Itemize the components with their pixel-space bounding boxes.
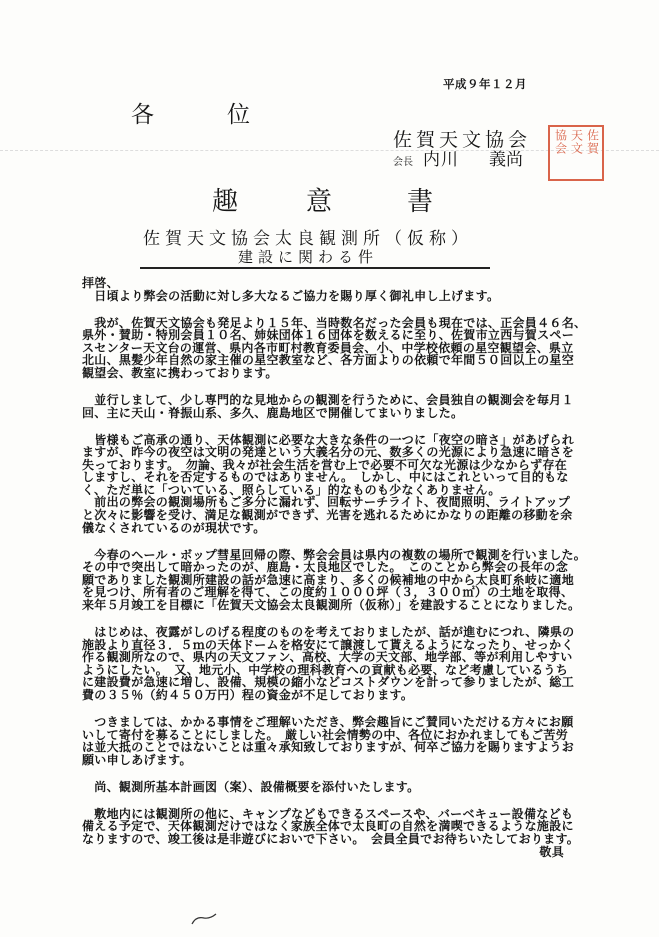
text-line: スセンター天文台の運営、県内各市町村教育委員会、小、中学校依頼の星空観望会、県立: [82, 340, 574, 355]
paragraph: [82, 392, 574, 420]
text-line: 我が、佐賀天文協会も発足より１５年、当時数名だった会員も現在では、正会員４６名、: [82, 315, 587, 330]
text-line: しますし、それを否定するものではありません。 しかし、中にはこれといって目的もな: [82, 470, 569, 485]
text-line: を見つけ、所有者のご理解を得て、この度約１０００坪（３，３００㎡）の土地を取得、: [82, 585, 574, 600]
text-line: いして寄付を募ることにしました。 厳しい社会情勢の中、各位におかれましてもご苦労: [82, 727, 569, 742]
document-date: 平成９年１２月: [443, 77, 527, 91]
paragraph: [82, 625, 575, 702]
paragraph: [82, 806, 580, 846]
addressee-char-2: 位: [227, 102, 250, 128]
paragraph: [82, 714, 575, 767]
closing-keigu: 敬具: [539, 844, 564, 859]
text-line: はじめは、夜露がしのげる程度のものを考えておりましたが、話が進むにつれ、隣県の: [82, 625, 575, 640]
text-line: 日頃より弊会の活動に対し多大なるご協力を賜り厚く御礼申し上げます。: [82, 288, 500, 303]
text-line: 観望会、教室に携わっております。: [82, 365, 278, 380]
text-line: 願でありました観測所建設の話が急速に高まり、多くの候補地の中から太良町糸岐に適地: [82, 572, 575, 587]
text-line: と次々に影響を受け、満足な観測ができず、光害を逃れるためにかなりの距離の移動を余: [82, 508, 573, 523]
text-line: つきましては、かかる事情をご理解いただき、弊会趣旨にご賛同いただける方々にお願: [82, 714, 574, 729]
subtitle-line-2: 建設に関わる件: [238, 248, 379, 266]
paragraphs: [82, 276, 587, 846]
text-line: 今春のヘール・ボップ彗星回帰の際、弊会会員は県内の複数の場所で観測を行いました。: [82, 547, 587, 562]
seal-column: 協会: [553, 129, 568, 155]
seal-stamp: [548, 125, 604, 181]
addressee-char-1: 各: [131, 102, 154, 128]
text-line: 敷地内には観測所の他に、キャンプなどもできるスペースや、バーベキュー設備なども: [82, 806, 574, 821]
text-line: 費の３５％（約４５０万円）程の資金が不足しております。: [82, 687, 414, 702]
subtitle-underline: [140, 267, 490, 269]
text-line: に建設費が急速に増し、設備、規模の縮小などコストダウンを計って参りましたが、総工: [82, 675, 575, 690]
text-line: 皆様もご高承の通り、天体観測に必要な大きな条件の一つに「夜空の暗さ」があげられ: [82, 432, 575, 447]
subtitle-line-1: 佐賀天文協会太良観測所（仮称）: [143, 229, 473, 249]
text-line: ますが、昨今の夜空は文明の発達という大義名分の元、数多くの光源により急速に暗さを: [82, 445, 575, 460]
text-line: その中で突出して暗かったのが、鹿島・太良地区でした。 このことから弊会の長年の念: [82, 560, 569, 575]
text-line: なりますので、竣工後は是非遊びにおいで下さい。 会員全員でお待ちいたしております。: [82, 831, 580, 846]
text-line: 来年５月竣工を目標に「佐賀天文協会太良観測所（仮称）」を建設することになりました。: [82, 598, 581, 613]
pen-mark: [190, 912, 220, 926]
president-role: 会長: [393, 157, 413, 168]
title-char-3: 書: [407, 187, 434, 217]
text-line: 回、主に天山・脊振山系、多久、鹿島地区で開催してまいりました。: [82, 405, 464, 420]
text-line: 作る観測所なので、県内の天文ファン、高校、大学の天文部、地学部、等が利用しやすい: [82, 650, 573, 665]
text-line: 並行しまして、少し専門的な見地からの観測を行うために、会員独自の観測会を毎月１: [82, 392, 574, 407]
text-line: ようにしたい。 又、地元小、中学校の理科教育への貢献も必要、など考慮しているうち: [82, 662, 569, 677]
paragraph: [82, 547, 587, 613]
text-line: 備える予定で、天体観測だけではなく家族全体で太良町の自然を満喫できるような施設に: [82, 819, 574, 834]
text-line: は並大抵のことではないことは重々承知致しておりますが、何卒ご協力を賜りますようお: [82, 740, 575, 755]
president-given-name: 義尚: [489, 150, 523, 170]
text-line: 県外・賛助・特別会員１０名、姉妹団体１６団体を数えるに至り、佐賀市立西与賀スペー: [82, 328, 575, 343]
text-line: 尚、観測所基本計画図（案）、設備概要を添付いたします。: [82, 779, 420, 794]
text-line: 施設より直径３．５ｍの天体ドームを格安にて譲渡して貰えるようになったり、せっかく: [82, 637, 574, 652]
title-char-2: 意: [306, 187, 333, 217]
letter-body: [82, 276, 587, 859]
paragraph: [82, 432, 575, 535]
sender-organization: 佐賀天文協会: [393, 129, 532, 151]
text-line: 拝啓、: [82, 276, 119, 290]
paragraph: [82, 781, 564, 794]
paragraph: [82, 277, 564, 302]
title-char-1: 趣: [212, 187, 239, 217]
seal-column: 天文: [569, 129, 584, 155]
text-line: 願い申しあげます。: [82, 752, 192, 767]
text-line: 北山、黒髪少年自然の家主催の星空教室など、各方面よりの依頼で年間５０回以上の星空: [82, 353, 575, 368]
text-line: 前出の弊会の観測場所もご多分に漏れず、回転サーチライト、夜間照明、ライトアップ: [82, 495, 571, 510]
text-line: 儀なくされているのが現状です。: [82, 520, 266, 535]
sender-president: [393, 152, 523, 171]
paragraph: [82, 315, 587, 380]
seal-column: 佐賀: [585, 129, 600, 155]
text-line: く、ただ単に「ついている、照らしている」的なものも少なくありません。: [82, 482, 501, 497]
text-line: 失っております。 勿論、我々が社会生活を営む上で必要不可欠な光源は少なからず存在: [82, 457, 568, 472]
president-family-name: 内川: [423, 150, 459, 170]
